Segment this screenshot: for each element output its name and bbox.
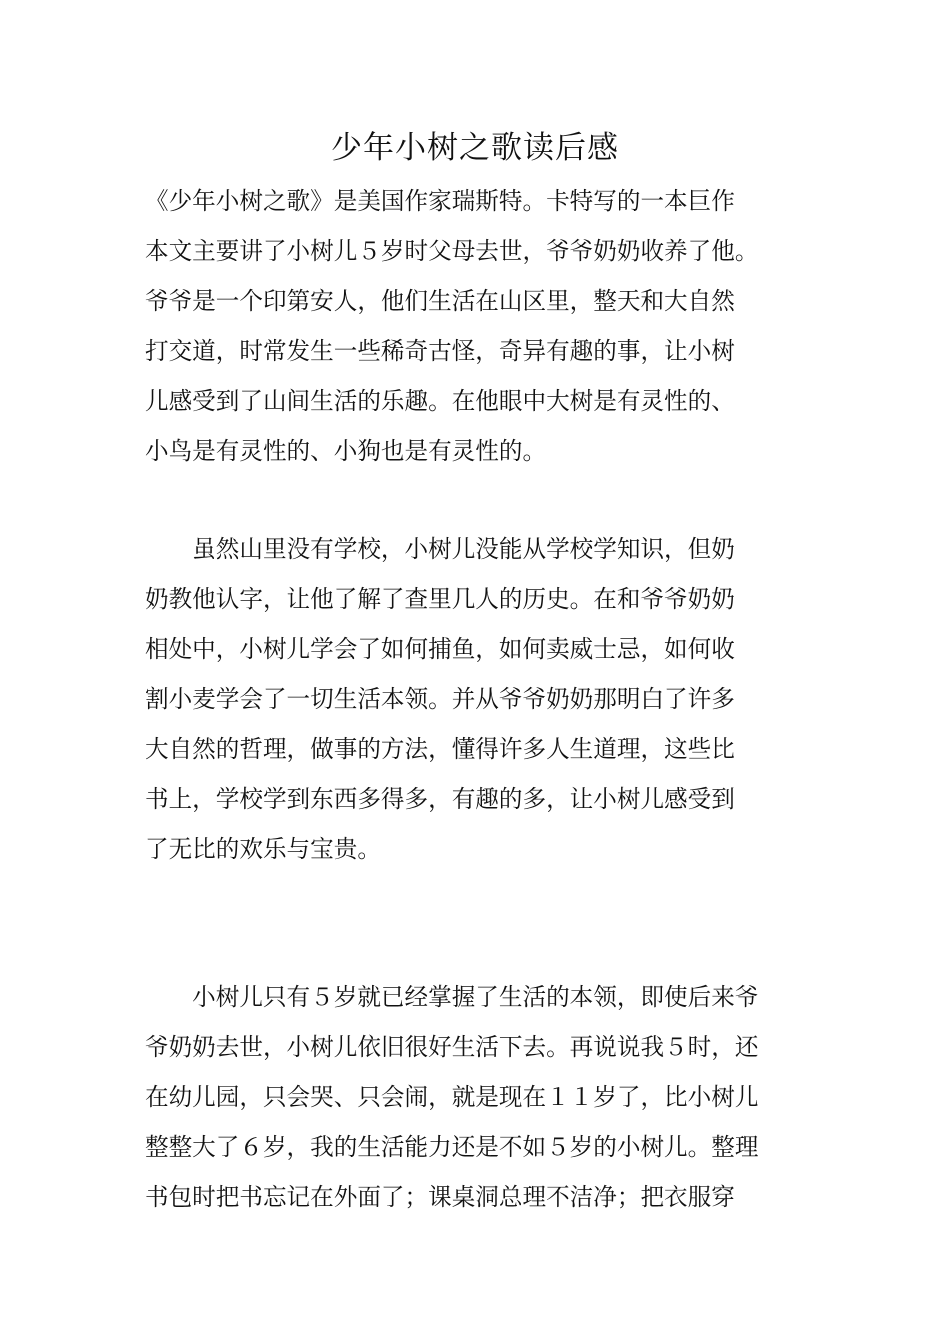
text-line: 奶教他认字，让他了解了查里几人的历史。在和爷爷奶奶	[145, 585, 735, 613]
text-line: 割小麦学会了一切生活本领。并从爷爷奶奶那明白了许多	[145, 685, 735, 713]
text-line: 在幼儿园，只会哭、只会闹，就是现在１１岁了，比小树儿	[145, 1083, 759, 1111]
text-line: 本文主要讲了小树儿５岁时父母去世，爷爷奶奶收养了他。	[145, 237, 759, 265]
text-line: 打交道，时常发生一些稀奇古怪，奇异有趣的事，让小树	[145, 337, 735, 365]
text-line: 爷爷是一个印第安人，他们生活在山区里，整天和大自然	[145, 287, 735, 315]
text-line: 小树儿只有５岁就已经掌握了生活的本领，即使后来爷	[145, 983, 759, 1011]
text-line: 了无比的欢乐与宝贵。	[145, 835, 381, 863]
text-line: 小鸟是有灵性的、小狗也是有灵性的。	[145, 437, 547, 465]
text-line: 大自然的哲理，做事的方法，懂得许多人生道理，这些比	[145, 735, 735, 763]
text-line: 爷奶奶去世，小树儿依旧很好生活下去。再说说我５时，还	[145, 1033, 759, 1061]
text-line: 整整大了６岁，我的生活能力还是不如５岁的小树儿。整理	[145, 1133, 759, 1161]
text-line: 儿感受到了山间生活的乐趣。在他眼中大树是有灵性的、	[145, 387, 735, 415]
paragraph-2	[145, 524, 810, 874]
text-line: 虽然山里没有学校，小树儿没能从学校学知识，但奶	[145, 535, 735, 563]
text-line: 相处中，小树儿学会了如何捕鱼，如何卖威士忌，如何收	[145, 635, 735, 663]
text-line: 《少年小树之歌》是美国作家瑞斯特。卡特写的一本巨作	[145, 187, 735, 215]
paragraph-1	[145, 176, 810, 476]
text-line: 书上，学校学到东西多得多，有趣的多，让小树儿感受到	[145, 785, 735, 813]
page-title: 少年小树之歌读后感	[331, 130, 619, 166]
paragraph-3	[145, 972, 810, 1222]
text-line: 书包时把书忘记在外面了；课桌洞总理不洁净；把衣服穿	[145, 1183, 735, 1211]
